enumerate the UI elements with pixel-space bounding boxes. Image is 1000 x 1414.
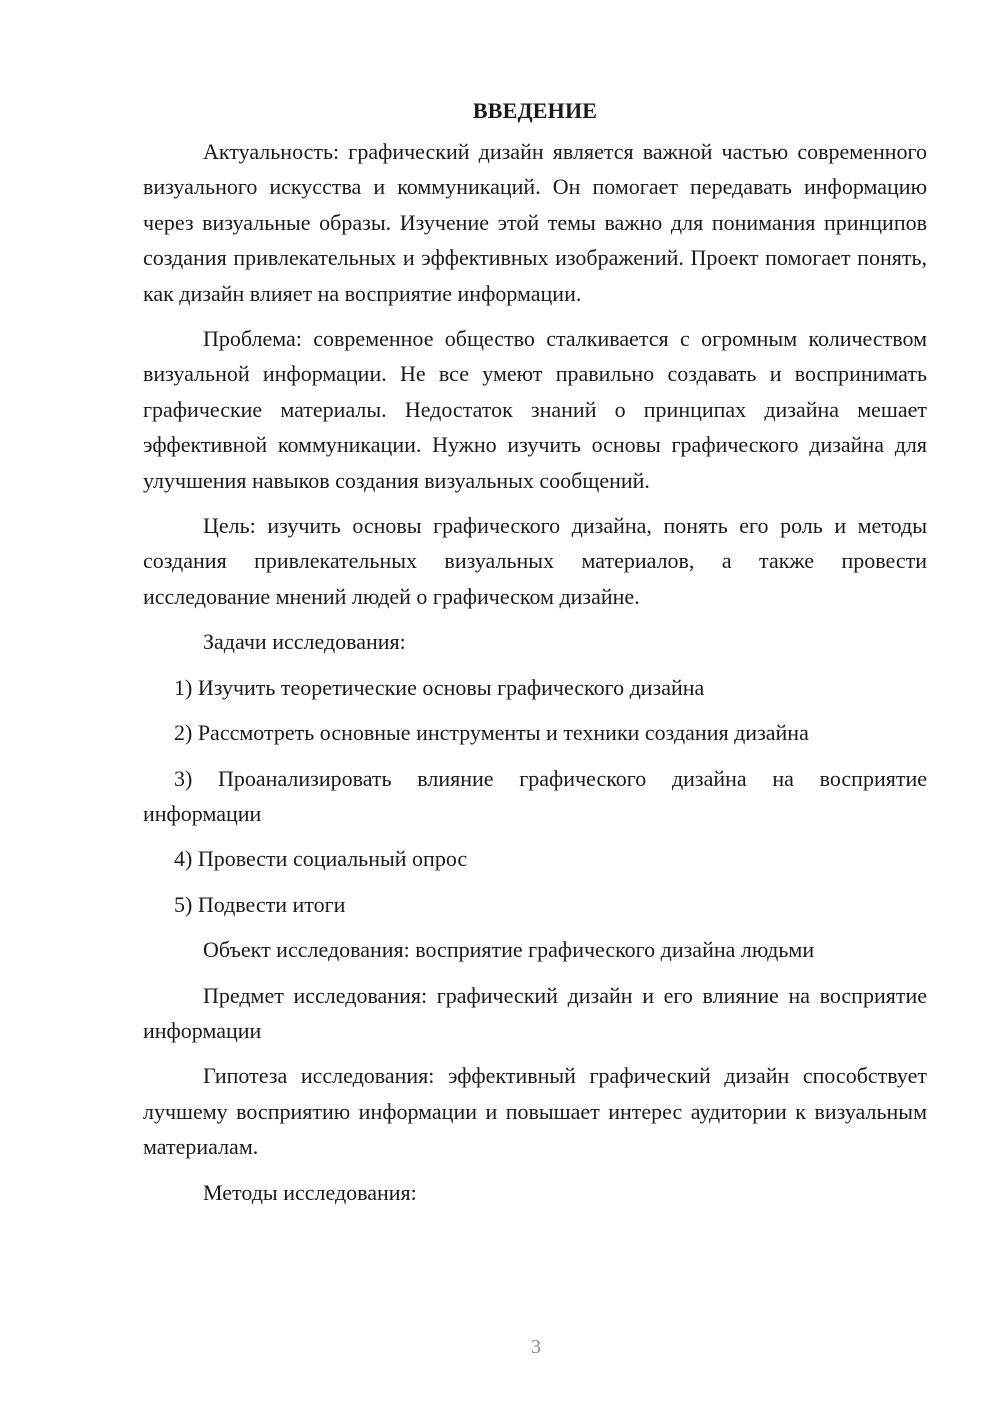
tasks-heading: Задачи исследования:: [203, 629, 406, 655]
section-title: ВВЕДЕНИЕ: [472, 98, 598, 123]
page-number: 3: [531, 1336, 541, 1358]
methods-heading: Методы исследования:: [203, 1179, 417, 1205]
task-item: 2) Рассмотреть основные инструменты и техники создания дизайна: [174, 720, 809, 746]
goal-paragraph: Цель: изучить основы графического дизайна, понять его роль и методы создания привлекательных визуальных материалов, а также провести исследование мнений людей о графическом дизайне.: [143, 513, 927, 609]
subject-paragraph: Предмет исследования: графический дизайн и его влияние на восприятие информации: [143, 982, 927, 1043]
page-content: [143, 94, 927, 1220]
task-item: 1) Изучить теоретические основы графического дизайна: [174, 674, 705, 700]
task-item: 5) Подвести итоги: [174, 891, 346, 917]
problem-paragraph: Проблема: современное общество сталкивается с огромным количеством визуальной информации. Не все умеют правильно создавать и воспринимать графические материалы. Недостаток знаний о принципах дизайна мешает эффективной коммуникации. Нужно изучить основы графического дизайна для улучшения навыков создания визуальных сообщений.: [143, 326, 927, 493]
task-item: 4) Провести социальный опрос: [174, 846, 468, 872]
task-item: 3) Проанализировать влияние графического дизайна на восприятие информации: [143, 765, 927, 826]
object-paragraph: Объект исследования: восприятие графического дизайна людьми: [203, 937, 815, 963]
hypothesis-paragraph: Гипотеза исследования: эффективный графический дизайн способствует лучшему восприятию информации и повышает интерес аудитории к визуальным материалам.: [143, 1063, 927, 1160]
relevance-paragraph: Актуальность: графический дизайн является важной частью современного визуального искусства и коммуникаций. Он помогает передавать информацию через визуальные образы. Изучение этой темы важно для понимания принципов создания привлекательных и эффективных изображений. Проект помогает понять, как дизайн влияет на восприятие информации.: [143, 139, 927, 306]
